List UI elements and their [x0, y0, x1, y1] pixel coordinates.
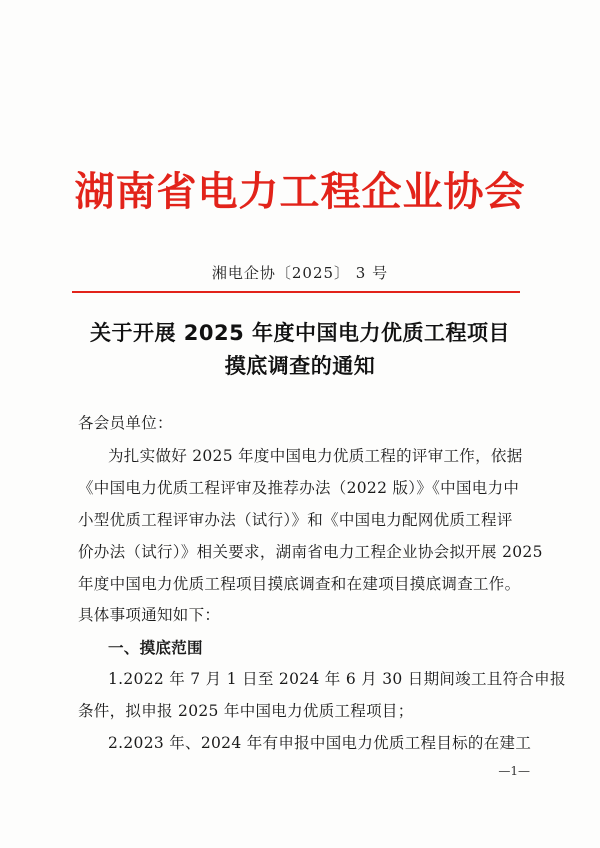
title-line-1: 关于开展 2025 年度中国电力优质工程项目: [89, 321, 511, 345]
paragraph-line: 年度中国电力优质工程项目摸底调查和在建项目摸底调查工作。: [78, 575, 521, 593]
org-header: 湖南省电力工程企业协会: [74, 169, 526, 215]
paragraph-line: 《中国电力优质工程评审及推荐办法（2022 版）》《中国电力中: [78, 479, 520, 497]
paragraph-line: 具体事项通知如下：: [78, 606, 221, 624]
paragraph-line: 价办法（试行）》相关要求，湖南省电力工程企业协会拟开展 2025: [78, 543, 543, 561]
list-item-line: 2.2023 年、2024 年有申报中国电力优质工程目标的在建工: [108, 734, 532, 752]
title-line-2: 摸底调查的通知: [224, 354, 376, 378]
page-number: —1—: [498, 764, 530, 778]
document-number: 湘电企协〔2025〕 3 号: [211, 264, 389, 282]
salutation: 各会员单位：: [78, 414, 173, 432]
list-item-line: 1.2022 年 7 月 1 日至 2024 年 6 月 30 日期间竣工且符合申报: [108, 670, 566, 688]
list-item-line: 条件，拟申报 2025 年中国电力优质工程项目；: [78, 702, 414, 720]
paragraph-line: 小型优质工程评审办法（试行）》和《中国电力配网优质工程评: [78, 511, 513, 529]
section-heading: 一、摸底范围: [108, 639, 203, 657]
paragraph-line: 为扎实做好 2025 年度中国电力优质工程的评审工作，依据: [108, 447, 523, 465]
red-divider-line: [72, 291, 520, 293]
